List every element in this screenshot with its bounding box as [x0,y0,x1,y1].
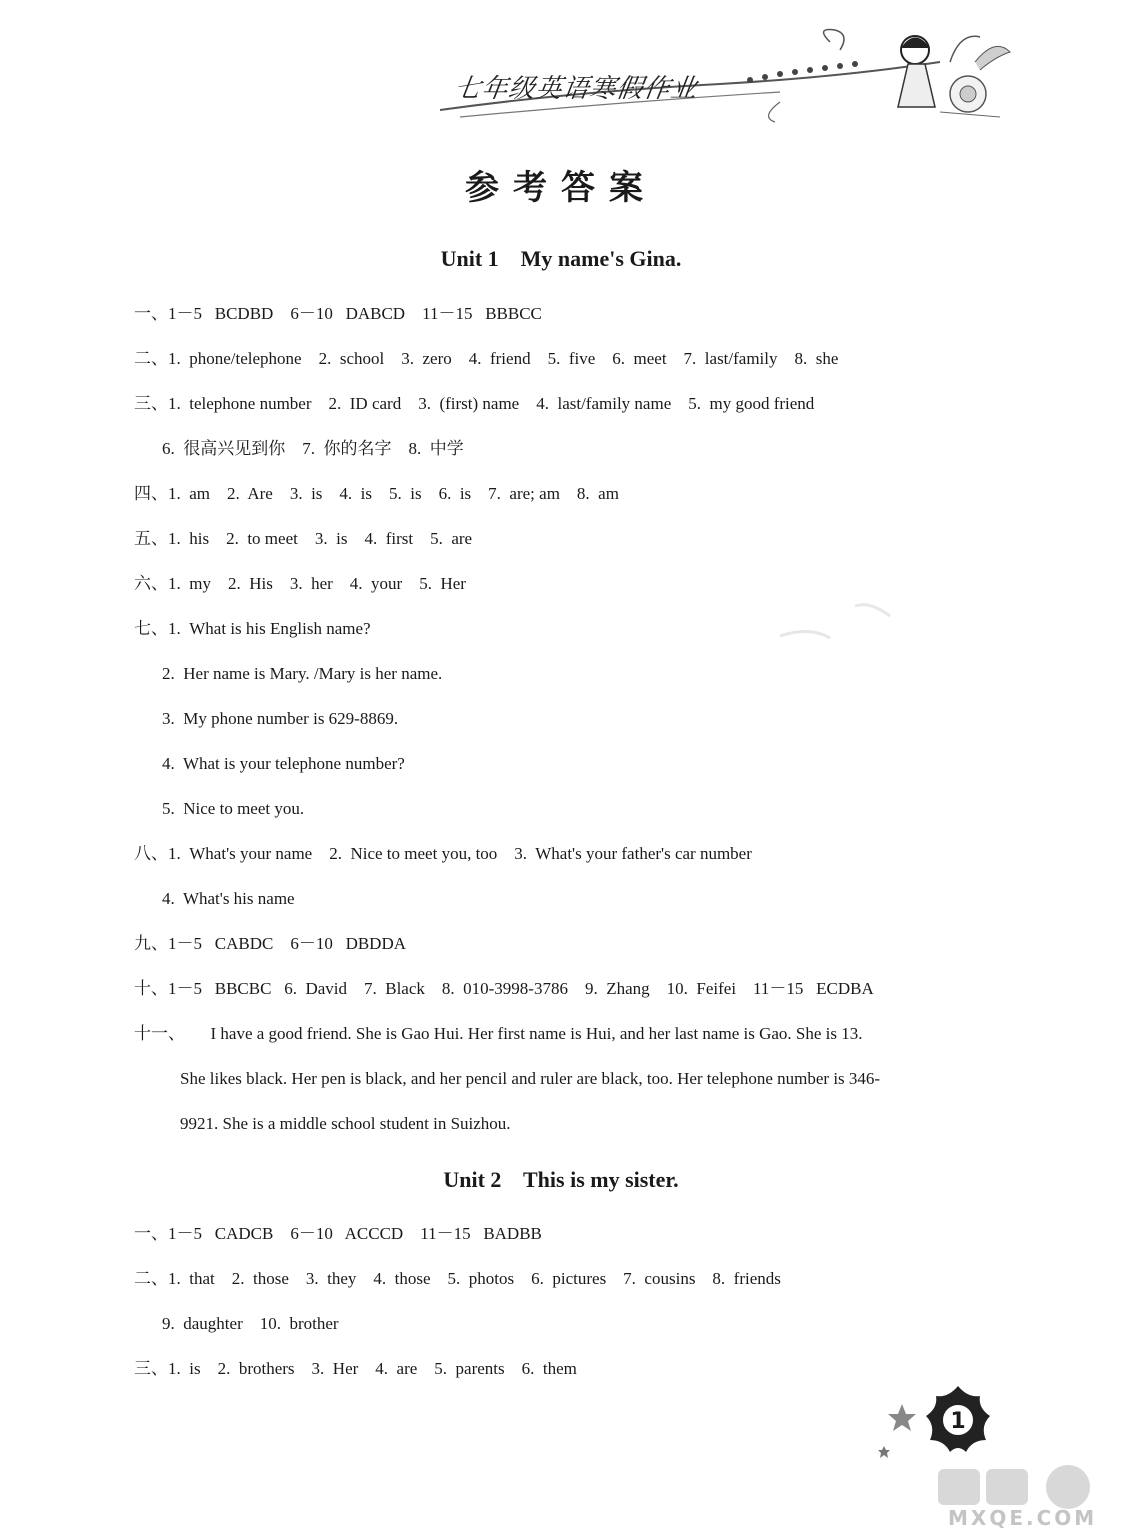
unit1-answer-line: 九、1－5 CABDC 6－10 DBDDA [134,934,407,953]
unit1-answer-line: 七、1. What is his English name? [134,619,371,638]
unit1-answer-line: 六、1. my 2. His 3. her 4. your 5. Her [134,574,466,593]
unit2-answer-line: 二、1. that 2. those 3. they 4. those 5. photos 6. pictures 7. cousins 8. friends [134,1269,781,1288]
unit1-answer-line: She likes black. Her pen is black, and her pencil and ruler are black, too. Her telephone number is 346- [180,1069,881,1088]
watermark-text: MXQE.COM [948,1506,1098,1530]
unit1-answer-line: 9921. She is a middle school student in Suizhou. [180,1114,511,1133]
unit1-answer-line: 3. My phone number is 629-8869. [162,709,399,728]
unit2-title: Unit 2 This is my sister. [443,1167,679,1192]
header-title: 七年级英语寒假作业 [452,74,700,104]
unit1-answer-line: 八、1. What's your name 2. Nice to meet you, too 3. What's your father's car number [134,844,752,863]
unit2-answer-line: 9. daughter 10. brother [162,1314,339,1333]
unit1-answer-line: 四、1. am 2. Are 3. is 4. is 5. is 6. is 7. are; am 8. am [134,484,619,503]
page-title: 参考答案 [465,168,657,208]
unit1-answer-line: 5. Nice to meet you. [162,799,305,818]
unit1-answer-line: 4. What's his name [162,889,295,908]
unit1-answer-line: 十、1－5 BBCBC 6. David 7. Black 8. 010-3998-3786 9. Zhang 10. Feifei 11－15 ECDBA [134,979,874,998]
unit2-answer-line: 三、1. is 2. brothers 3. Her 4. are 5. parents 6. them [134,1359,577,1378]
unit2-answer-line: 一、1－5 CADCB 6－10 ACCCD 11－15 BADBB [134,1224,542,1243]
unit1-answer-line: 2. Her name is Mary. /Mary is her name. [162,664,443,683]
unit1-answer-line: 五、1. his 2. to meet 3. is 4. first 5. are [134,529,473,548]
unit1-title: Unit 1 My name's Gina. [440,246,682,271]
unit1-answer-line: 三、1. telephone number 2. ID card 3. (first) name 4. last/family name 5. my good friend [134,394,815,413]
scan-smudge [770,596,910,666]
unit1-answer-line: 一、1－5 BCDBD 6－10 DABCD 11－15 BBBCC [134,304,542,323]
page-number-badge [860,1382,1000,1472]
unit1-answer-line: 4. What is your telephone number? [162,754,405,773]
unit1-answer-line: 十一、 I have a good friend. She is Gao Hui. Her first name is Hui, and her last name is Gao. She is 13. [134,1024,863,1043]
unit1-answer-line: 二、1. phone/telephone 2. school 3. zero 4. friend 5. five 6. meet 7. last/family 8. she [134,349,839,368]
page-number: 1 [950,1409,966,1434]
unit1-answer-line: 6. 很高兴见到你 7. 你的名字 8. 中学 [162,439,464,458]
